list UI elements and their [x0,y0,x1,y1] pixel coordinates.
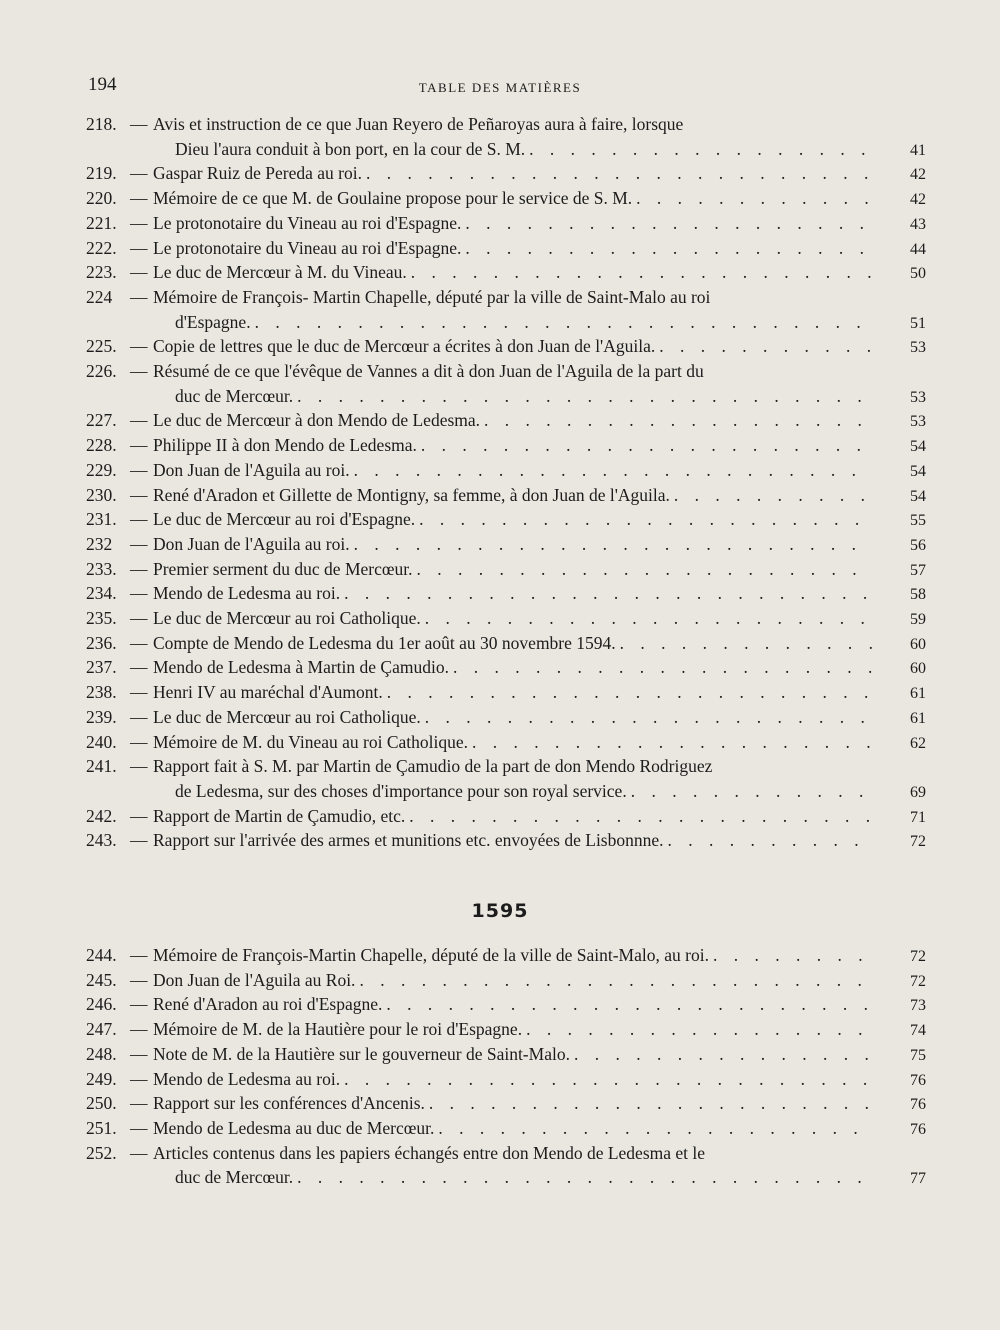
entry-title: René d'Aradon et Gillette de Montigny, sa femme, à don Juan de l'Aguila. [153,484,670,505]
entry-title: Don Juan de l'Aguila au roi. [153,459,350,480]
entry-page-number: 72 [910,948,926,965]
entry-title: d'Espagne. [175,311,251,332]
toc-entry [80,705,930,730]
entry-number: 244. [86,945,117,965]
entry-title: Résumé de ce que l'évêque de Vannes a dit à don Juan de l'Aguila de la part du [153,361,704,382]
toc-entry [80,1067,930,1092]
entry-title: Mémoire de François-Martin Chapelle, député de la ville de Saint-Malo, au roi. [153,945,709,965]
dot-leader [293,384,872,409]
entry-number: 240. [86,731,117,752]
toc-entry [80,1116,930,1141]
toc-entry [80,1091,930,1116]
entry-dash: — [130,336,148,357]
entry-page-number: 60 [910,660,926,678]
entry-page-number: 61 [910,685,926,703]
year-heading: 1595 [471,900,529,922]
entry-title: Le protonotaire du Vineau au roi d'Espagne. [153,212,462,233]
entry-dash: — [130,657,148,678]
entry-dash: — [130,1019,148,1040]
entry-dash: — [130,682,148,703]
running-title: TABLE DES MATIÈRES [418,80,582,95]
dot-leader [670,483,872,508]
entry-dash: — [130,1068,148,1089]
entry-dash: — [130,608,148,629]
entry-title: Mémoire de M. du Vineau au roi Catholique. [153,731,469,752]
dot-leader [664,828,872,853]
entry-dash: — [130,945,148,965]
entry-title: Dieu l'aura conduit à bon port, en la cour de S. M. [175,138,526,159]
entry-number: 233. [86,558,117,579]
entry-page-number: 59 [910,611,926,629]
entry-title: Mémoire de François- Martin Chapelle, député par la ville de Saint-Malo au roi [153,286,711,307]
entry-number: 229. [86,459,117,480]
entry-number: 243. [86,830,117,851]
toc-entry [80,828,930,853]
dot-leader [616,631,872,656]
entry-dash: — [130,114,148,134]
entry-title: de Ledesma, sur des choses d'importance pour son royal service. [175,780,627,801]
toc-entry [80,433,930,458]
toc-entry [80,992,930,1017]
toc-entry [80,606,930,631]
toc-entry [80,631,930,656]
toc-entry [80,483,930,508]
toc-entry [80,161,930,186]
entry-page-number: 62 [910,734,926,752]
entry-number: 238. [86,682,117,703]
toc-entry [80,507,930,532]
entry-title: Premier serment du duc de Mercœur. [153,558,413,579]
entry-title: Don Juan de l'Aguila au Roi. [153,969,356,990]
entry-dash: — [130,459,148,480]
dot-leader [525,137,872,162]
dot-leader [407,260,872,285]
entry-dash: — [130,1043,148,1064]
entry-dash: — [130,706,148,727]
entry-title: René d'Aradon au roi d'Espagne. [153,994,383,1015]
dot-leader [421,606,872,631]
entry-number: 245. [86,969,117,990]
dot-leader [350,532,872,557]
toc-entry [80,532,930,557]
entry-page-number: 50 [910,265,926,283]
entry-title: Copie de lettres que le duc de Mercœur a écrites à don Juan de l'Aguila. [153,336,656,357]
toc-entry [80,186,930,211]
entry-dash: — [130,361,148,382]
entry-title: Rapport sur l'arrivée des armes et munitions etc. envoyées de Lisbonnne. [153,830,664,851]
entry-title: Articles contenus dans les papiers échangés entre don Mendo de Ledesma et le [153,1142,706,1163]
entry-page-number: 41 [910,141,926,159]
toc-entry [80,581,930,606]
entry-page-number: 56 [910,536,926,554]
entry-number: 222. [86,237,117,258]
dot-leader [362,161,872,186]
entry-page-number: 42 [910,166,926,184]
dot-leader [461,236,872,261]
entry-dash: — [130,583,148,604]
entry-page-number: 55 [910,512,926,530]
entry-title: Mémoire de M. de la Hautière pour le roi d'Espagne. [153,1019,523,1040]
entry-number: 226. [86,361,117,382]
toc-list-1595 [80,943,930,1190]
entry-title: Mendo de Ledesma au duc de Mercœur. [153,1117,435,1138]
entry-page-number: 69 [910,783,926,801]
entry-number: 228. [86,435,117,456]
dot-leader [709,943,872,968]
entry-page-number: 61 [910,709,926,727]
entry-dash: — [130,969,148,990]
entry-title: Rapport fait à S. M. par Martin de Çamudio de la part de don Mendo Rodriguez [153,756,713,777]
entry-page-number: 77 [910,1170,926,1188]
entry-number: 230. [86,484,117,505]
entry-title: Rapport sur les conférences d'Ancenis. [153,1093,425,1114]
entry-title: Le duc de Mercœur à M. du Vineau. [153,262,407,283]
entry-page-number: 54 [910,462,926,480]
toc-entry [80,655,930,680]
dot-leader [627,779,872,804]
entry-page-number: 76 [910,1096,926,1114]
dot-leader [415,507,872,532]
toc-entry [80,334,930,359]
entry-title: Mémoire de ce que M. de Goulaine propose pour le service de S. M. [153,188,633,209]
entry-title: Le protonotaire du Vineau au roi d'Espagne. [153,237,462,258]
toc-entry [80,968,930,993]
entry-number: 247. [86,1019,117,1040]
dot-leader [382,992,872,1017]
dot-leader [405,804,872,829]
entry-page-number: 71 [910,808,926,826]
entry-page-number: 76 [910,1120,926,1138]
entry-number: 223. [86,262,117,283]
entry-page-number: 54 [910,487,926,505]
entry-dash: — [130,1093,148,1114]
toc-entry [80,1042,930,1067]
dot-leader [522,1017,872,1042]
dot-leader [434,1116,872,1141]
entry-dash: — [130,410,148,431]
dot-leader [340,581,872,606]
entry-title: Le duc de Mercœur au roi Catholique. [153,608,421,629]
toc-entry [80,458,930,483]
entry-dash: — [130,1142,148,1163]
entry-number: 234. [86,583,117,604]
dot-leader [449,655,872,680]
toc-entry [80,557,930,582]
entry-number: 231. [86,509,117,530]
toc-entry [80,260,930,285]
entry-dash: — [130,188,148,209]
entry-dash: — [130,830,148,851]
entry-page-number: 53 [910,388,926,406]
dot-leader [655,334,872,359]
dot-leader [355,968,872,993]
entry-title: Mendo de Ledesma au roi. [153,1068,341,1089]
entry-number: 241. [86,756,117,777]
entry-page-number: 53 [910,339,926,357]
entry-number: 246. [86,994,117,1015]
toc-entry [80,112,930,161]
entry-title: Compte de Mendo de Ledesma du 1er août au 30 novembre 1594. [153,632,616,653]
entry-dash: — [130,805,148,826]
entry-dash: — [130,237,148,258]
toc-entry [80,1017,930,1042]
entry-title: Rapport de Martin de Çamudio, etc. [153,805,406,826]
entry-page-number: 44 [910,240,926,258]
entry-page-number: 76 [910,1071,926,1089]
dot-leader [570,1042,872,1067]
dot-leader [632,186,872,211]
dot-leader [468,730,872,755]
dot-leader [425,1091,872,1116]
entry-dash: — [130,533,148,554]
toc-entry [80,1141,930,1190]
dot-leader [383,680,872,705]
entry-dash: — [130,435,148,456]
entry-title: Avis et instruction de ce que Juan Reyero de Peñaroyas aura à faire, lorsque [153,114,684,134]
entry-title: duc de Mercœur. [175,1167,294,1188]
dot-leader [293,1165,872,1190]
entry-dash: — [130,286,148,307]
entry-page-number: 54 [910,438,926,456]
entry-page-number: 72 [910,972,926,990]
dot-leader [340,1067,872,1092]
entry-number: 219. [86,163,117,184]
entry-dash: — [130,731,148,752]
entry-title: Le duc de Mercœur au roi Catholique. [153,706,421,727]
entry-number: 232 [86,533,113,554]
toc-list-1594 [80,112,930,853]
entry-title: Le duc de Mercœur à don Mendo de Ledesma. [153,410,481,431]
entry-dash: — [130,558,148,579]
entry-number: 236. [86,632,117,653]
entry-dash: — [130,212,148,233]
entry-title: Note de M. de la Hautière sur le gouverneur de Saint-Malo. [153,1043,570,1064]
entry-dash: — [130,509,148,530]
toc-entry [80,754,930,803]
entry-dash: — [130,756,148,777]
entry-number: 249. [86,1068,117,1089]
entry-page-number: 53 [910,413,926,431]
entry-number: 235. [86,608,117,629]
entry-number: 237. [86,657,117,678]
dot-leader [421,705,872,730]
entry-title: Gaspar Ruiz de Pereda au roi. [153,163,362,184]
entry-number: 224 [86,286,113,307]
entry-number: 221. [86,212,117,233]
page-number: 194 [88,74,117,95]
entry-dash: — [130,262,148,283]
entry-number: 218. [86,114,117,134]
entry-number: 250. [86,1093,117,1114]
entry-page-number: 73 [910,997,926,1015]
dot-leader [417,433,872,458]
entry-page-number: 74 [910,1022,926,1040]
toc-entry [80,680,930,705]
toc-entry [80,359,930,408]
toc-entry [80,730,930,755]
entry-title: Mendo de Ledesma au roi. [153,583,341,604]
entry-title: Le duc de Mercœur au roi d'Espagne. [153,509,416,530]
entry-page-number: 58 [910,586,926,604]
toc-entry [80,804,930,829]
entry-page-number: 60 [910,635,926,653]
entry-number: 239. [86,706,117,727]
entry-number: 252. [86,1142,117,1163]
toc-entry [80,943,930,968]
entry-number: 225. [86,336,117,357]
entry-dash: — [130,632,148,653]
dot-leader [461,211,872,236]
entry-page-number: 43 [910,215,926,233]
entry-dash: — [130,163,148,184]
entry-title: duc de Mercœur. [175,385,294,406]
entry-title: Don Juan de l'Aguila au roi. [153,533,350,554]
entry-title: Mendo de Ledesma à Martin de Çamudio. [153,657,449,678]
toc-entry [80,285,930,334]
toc-entry [80,236,930,261]
entry-number: 220. [86,188,117,209]
toc-entry [80,408,930,433]
entry-page-number: 75 [910,1046,926,1064]
dot-leader [480,408,872,433]
dot-leader [413,557,872,582]
entry-page-number: 57 [910,561,926,579]
entry-number: 251. [86,1117,117,1138]
entry-dash: — [130,484,148,505]
entry-page-number: 51 [910,314,926,332]
entry-page-number: 42 [910,191,926,209]
toc-entry [80,211,930,236]
entry-dash: — [130,994,148,1015]
entry-title: Henri IV au maréchal d'Aumont. [153,682,383,703]
entry-title: Philippe II à don Mendo de Ledesma. [153,435,417,456]
entry-number: 248. [86,1043,117,1064]
entry-dash: — [130,1117,148,1138]
dot-leader [251,310,872,335]
entry-page-number: 72 [910,833,926,851]
entry-number: 227. [86,410,117,431]
entry-number: 242. [86,805,117,826]
dot-leader [350,458,872,483]
